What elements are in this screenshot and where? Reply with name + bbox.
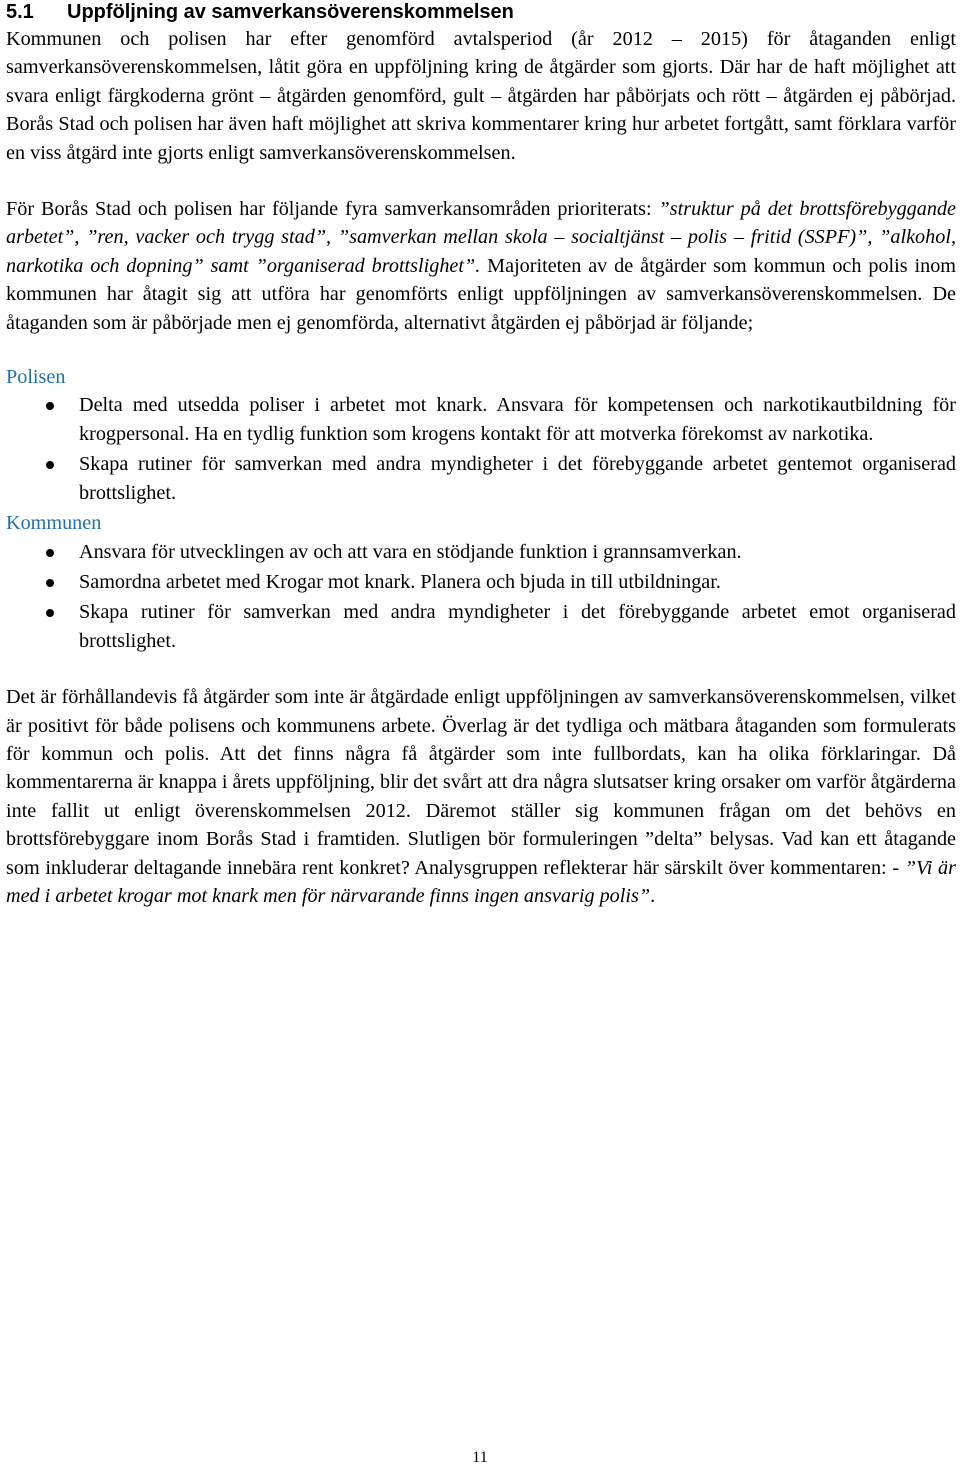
bullet-icon [46,549,54,557]
polisen-list [6,391,956,507]
list-item [6,568,956,596]
list-item-text: Skapa rutiner för samverkan med andra myndigheter i det förebyggande arbetet emot organiserad brottslighet. [79,601,956,652]
list-item-text: Samordna arbetet med Krogar mot knark. Planera och bjuda in till utbildningar. [79,570,721,593]
bullet-icon [46,609,54,617]
priority-areas-list: ”struktur på det brottsförebyggande arbetet”, ”ren, vacker och trygg stad”, ”samverkan mellan skola – socialtjänst – polis – fritid (SSPF)”, ”alkohol, narkotika och dopning” samt ”organiserad brottslighet”. [6,198,956,277]
priority-areas-intro: För Borås Stad och polisen har följande fyra samverkansområden prioriterats: [6,198,659,221]
section-title: Uppföljning av samverkansöverenskommelsen [67,1,514,23]
analysis-end: . [650,884,656,907]
list-item-text: Skapa rutiner för samverkan med andra myndigheter i det förebyggande arbetet gentemot organiserad brottslighet. [79,453,956,504]
list-item [6,598,956,655]
list-item [6,538,956,566]
list-item-text: Delta med utsedda poliser i arbetet mot knark. Ansvara för kompetensen och narkotikautbildning för krogpersonal. Ha en tydlig funktion som krogens kontakt för att motverka förekomst av narkotika. [79,394,956,445]
kommunen-list [6,538,956,656]
analysis-text: Det är förhållandevis få åtgärder som inte är åtgärdade enligt uppföljningen av samverkansöverenskommelsen, vilket är positivt för både polisens och kommunens arbete. Överlag är det tydliga och mätbara åtaganden som formulerats för kommun och polis. Att det finns några få åtgärder som inte fullbordats, kan ha olika förklaringar. Då kommentarerna är knappa i årets uppföljning, blir det svårt att dra några slutsatser kring orsaker om varför åtgärderna inte fallit ut enligt överenskommelsen 2012. Däremot ställer sig kommunen frågan om det behövs en brottsförebyggare inom Borås Stad i framtiden. Slutligen bör formuleringen ”delta” belysas. Vad kan ett åtagande som inkluderar deltagande innebära rent konkret? Analysgruppen reflekterar här särskilt över kommentaren: - [6,686,956,879]
list-item [6,450,956,507]
priority-areas-rest: Majoriteten av de åtgärder som kommun och polis inom kommunen har åtagit sig att utföra har genomförts enligt uppföljningen av samverkansöverenskommelsen. De åtaganden som är påbörjade men ej genomförda, alternativt åtgärden ej påbörjad är följande; [6,254,956,334]
page-number: 11 [472,1449,488,1466]
kommunen-label: Kommunen [6,512,102,535]
list-item [6,391,956,448]
analysis-quote: ”Vi är med i arbetet krogar mot knark men för närvarande finns ingen ansvarig polis” [6,856,956,907]
section-number: 5.1 [6,1,34,23]
analysis-paragraph [6,683,956,910]
priority-areas-paragraph [6,195,956,337]
bullet-icon [46,579,54,587]
list-item-text: Ansvara för utvecklingen av och att vara en stödjande funktion i grannsamverkan. [79,540,742,563]
intro-paragraph: Kommunen och polisen har efter genomförd avtalsperiod (år 2012 – 2015) för åtaganden enligt samverkansöverenskommelsen, låtit göra en uppföljning kring de åtgärder som gjorts. Där har de haft möjlighet att svara enligt färgkoderna grönt – åtgärden genomförd, gult – åtgärden har påbörjats och rött – åtgärden ej påbörjad. Borås Stad och polisen har även haft möjlighet att skriva kommentarer kring hur arbetet fortgått, samt förklara varför en viss åtgärd inte gjorts enligt samverkansöverenskommelsen. [6,28,956,164]
section-heading [6,0,956,24]
document-page [6,0,956,910]
polisen-label: Polisen [6,366,66,389]
bullet-icon [46,402,54,410]
bullet-icon [46,461,54,469]
